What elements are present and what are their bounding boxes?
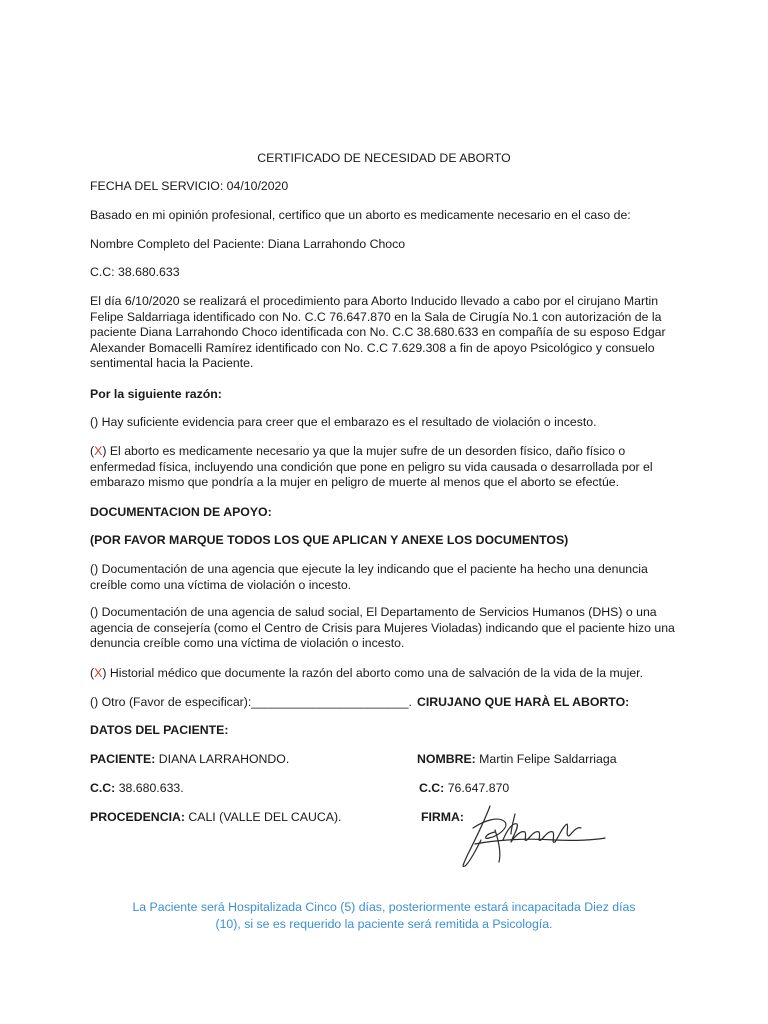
document-title: CERTIFICADO DE NECESIDAD DE ABORTO: [257, 151, 511, 165]
signature-label: FIRMA:: [421, 810, 465, 824]
patient-origin-label: PROCEDENCIA:: [90, 810, 185, 824]
patient-id-label: C.C:: [90, 781, 116, 795]
reason-heading: [90, 387, 680, 403]
patient-name-row: [90, 752, 390, 768]
reason-heading-text: Por la siguiente razón:: [90, 387, 222, 401]
patient-id: C.C: 38.680.633: [90, 265, 180, 279]
surgeon-id-row: [419, 781, 509, 797]
documentation-item-other: () Otro (Favor de especificar):_______________________.: [90, 695, 412, 709]
patient-origin-value: CALI (VALLE DEL CAUCA).: [184, 810, 342, 824]
footer-note-line-2: (10), si se es requerido la paciente será remitida a Psicología.: [215, 917, 553, 931]
procedure-paragraph: El día 6/10/2020 se realizará el procedimiento para Aborto Inducido llevado a cabo por el cirujano Martin Felipe Saldarriaga identificado con No. C.C 76.647.870 en la Sala de Cirugía No.1 con autorización de la paciente Diana Larrahondo Choco identificada con No. C.C 38.680.633 en compañía de su esposo Edgar Alexander Bomacelli Ramírez identificado con No. C.C 7.629.308 a fin de apoyo Psicológico y consuelo sentimental hacia la Paciente.: [90, 294, 666, 370]
service-date: FECHA DEL SERVICIO: 04/10/2020: [90, 179, 289, 193]
footer-note: [0, 899, 768, 933]
intro-text: Basado en mi opinión profesional, certifico que un aborto es medicamente necesario en el caso de:: [90, 208, 631, 222]
reason-option-1: [90, 415, 680, 431]
patient-id-row: [90, 781, 390, 797]
documentation-item-1: () Documentación de una agencia que ejecute la ley indicando que el paciente ha hecho una denuncia creíble como una víctima de violación o incesto.: [90, 562, 648, 592]
documentation-item-3-text: Historial médico que documente la razón del aborto como una de salvación de la vida de la mujer.: [106, 666, 644, 680]
surgeon-name-row: [417, 752, 617, 768]
reason-option-1-checkbox: (): [90, 415, 99, 429]
documentation-item-2: () Documentación de una agencia de salud social, El Departamento de Servicios Humanos (DHS) o una agencia de consejería (como el Centro de Crisis para Mujeres Violadas) indicando que el paciente hizo una denuncia creíble como una víctima de violación o incesto.: [90, 605, 675, 650]
patient-full-name: Nombre Completo del Paciente: Diana Larrahondo Choco: [90, 237, 406, 251]
patient-origin-row: [90, 810, 390, 826]
patient-data-heading: DATOS DEL PACIENTE:: [90, 723, 229, 737]
documentation-heading: DOCUMENTACION DE APOYO:: [90, 505, 272, 519]
surgeon-id-value: 76.647.870: [444, 781, 510, 795]
surgeon-name-value: Martin Felipe Saldarriaga: [475, 752, 617, 766]
x-checkmark: X: [94, 444, 103, 458]
patient-name-label: PACIENTE:: [90, 752, 156, 766]
patient-id-value: 38.680.633.: [115, 781, 184, 795]
documentation-item-3-checkbox: (X): [90, 666, 107, 680]
handwritten-signature: [455, 800, 610, 872]
footer-note-line-1: La Paciente será Hospitalizada Cinco (5) días, posteriormente estará incapacitada Diez días: [132, 900, 636, 914]
surgeon-id-label: C.C:: [419, 781, 445, 795]
documentation-instruction: (POR FAVOR MARQUE TODOS LOS QUE APLICAN Y ANEXE LOS DOCUMENTOS): [90, 533, 569, 547]
reason-option-2: [90, 444, 680, 491]
reason-option-2-text: El aborto es medicamente necesario ya que la mujer sufre de un desorden físico, daño físico o enfermedad física, incluyendo una condición que pone en peligro su vida causada o desarrollada por el embarazo mismo que pondría a la mujer en peligro de muerte al menos que el aborto se efectúe.: [90, 444, 653, 489]
reason-option-1-text: Hay suficiente evidencia para creer que el embarazo es el resultado de violación o incesto.: [98, 415, 597, 429]
x-checkmark: X: [94, 666, 103, 680]
documentation-item-3: [90, 666, 680, 682]
surgeon-heading: CIRUJANO QUE HARÀ EL ABORTO:: [417, 695, 630, 709]
patient-name-value: DIANA LARRAHONDO.: [155, 752, 290, 766]
surgeon-name-label: NOMBRE:: [417, 752, 476, 766]
reason-option-2-checkbox: (X): [90, 444, 107, 458]
